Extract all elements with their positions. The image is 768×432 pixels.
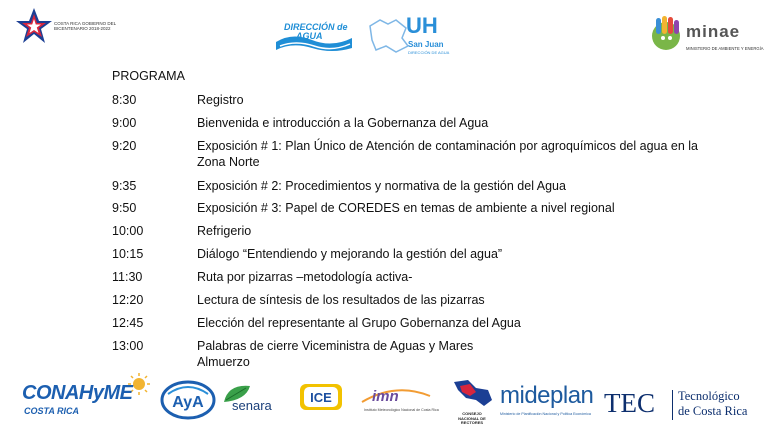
- agenda-time: 11:30: [112, 270, 143, 284]
- agenda-description: Exposición # 3: Papel de COREDES en temas de ambiente a nivel regional: [197, 201, 615, 215]
- aya-logo: [160, 376, 216, 420]
- minae-wordmark: minae: [686, 22, 741, 41]
- tec-wordmark: TEC: [604, 388, 655, 418]
- agenda-time: 9:50: [112, 201, 137, 215]
- agenda-time: 9:20: [112, 139, 137, 153]
- hand-globe-icon: [648, 14, 684, 54]
- costa-rica-star-icon: [14, 6, 54, 46]
- ice-badge-icon: [298, 382, 344, 412]
- tec-line2: de Costa Rica: [678, 404, 748, 418]
- agenda-time: 12:20: [112, 293, 144, 307]
- aya-wordmark: AyA: [172, 394, 204, 411]
- uh-subtitle: San Juan: [408, 40, 444, 49]
- agenda-time: 9:00: [112, 116, 137, 130]
- agenda-description: Bienvenida e introducción a la Gobernanza del Agua: [197, 116, 489, 130]
- agenda-description: Elección del representante al Grupo Gobernanza del Agua: [197, 316, 521, 330]
- costa-rica-logo-text: COSTA RICA GOBIERNO DEL BICENTENARIO 2018-2022: [54, 21, 117, 31]
- mideplan-subtitle: Ministerio de Planificación Nacional y Política Económica: [500, 412, 591, 416]
- agenda-time: 10:00: [112, 224, 144, 238]
- senara-wordmark: senara: [232, 398, 272, 413]
- conahyme-wordmark: CONAHyME: [22, 382, 133, 404]
- minae-logo: [648, 14, 764, 58]
- agenda-description: Almuerzo: [197, 355, 250, 369]
- costa-rica-government-logo: [14, 6, 124, 46]
- agenda-time: 9:35: [112, 179, 137, 193]
- direccion-agua-logo: [272, 18, 356, 54]
- conahyme-logo: [22, 376, 156, 422]
- imn-wordmark: imn: [372, 388, 399, 405]
- agenda-time: 10:15: [112, 247, 144, 261]
- mideplan-logo: [500, 382, 596, 422]
- agenda-title: PROGRAMA: [112, 69, 185, 83]
- aya-emblem-icon: [160, 376, 216, 420]
- mideplan-wordmark: mideplan: [500, 382, 594, 409]
- direccion-agua-line1: DIRECCIÓN de: [284, 22, 348, 32]
- agenda-description: Exposición # 2: Procedimientos y normativa de la gestión del Agua: [197, 179, 566, 193]
- agenda-description: Exposición # 1: Plan Único de Atención de contaminación por agroquímicos del agua en la Zona Norte: [197, 139, 699, 169]
- minae-subtitle: MINISTERIO DE AMBIENTE Y ENERGÍA: [686, 46, 764, 51]
- imn-subtitle: Instituto Meteorológico Nacional de Costa Rica: [364, 408, 439, 412]
- uh-tiny-text: DIRECCIÓN DE AGUA: [408, 50, 450, 55]
- ice-wordmark: ICE: [310, 390, 332, 405]
- agenda-description: Registro: [197, 93, 244, 107]
- agenda-time: 13:00: [112, 339, 144, 353]
- agenda-description: Ruta por pizarras –metodología activa-: [197, 270, 413, 284]
- senara-logo: [222, 382, 292, 418]
- agenda-time: 8:30: [112, 93, 137, 107]
- imn-logo: [358, 384, 439, 418]
- conahyme-subtitle: COSTA RICA: [24, 406, 79, 416]
- agenda-description: Diálogo “Entendiendo y mejorando la gestión del agua”: [197, 247, 503, 261]
- agenda-description: Refrigerio: [197, 224, 252, 238]
- conare-subtitle: CONSEJO NACIONAL DE RECTORES: [458, 411, 486, 425]
- agenda-description: Lectura de síntesis de los resultados de las pizarras: [197, 293, 485, 307]
- tec-divider: [672, 390, 673, 420]
- costa-rica-map-icon: [446, 376, 498, 412]
- ice-logo: [298, 382, 344, 412]
- conare-logo: [446, 376, 498, 424]
- tec-logo: [604, 386, 758, 422]
- direccion-agua-line2: AGUA: [296, 31, 323, 41]
- agenda-description: Palabras de cierre Viceministra de Aguas y Mares: [197, 339, 474, 353]
- map-outline-icon: [366, 16, 410, 56]
- uh-title: UH: [406, 13, 438, 38]
- tec-line1: Tecnológico: [678, 389, 740, 403]
- agenda-time: 12:45: [112, 316, 144, 330]
- uh-san-juan-logo: [366, 14, 458, 60]
